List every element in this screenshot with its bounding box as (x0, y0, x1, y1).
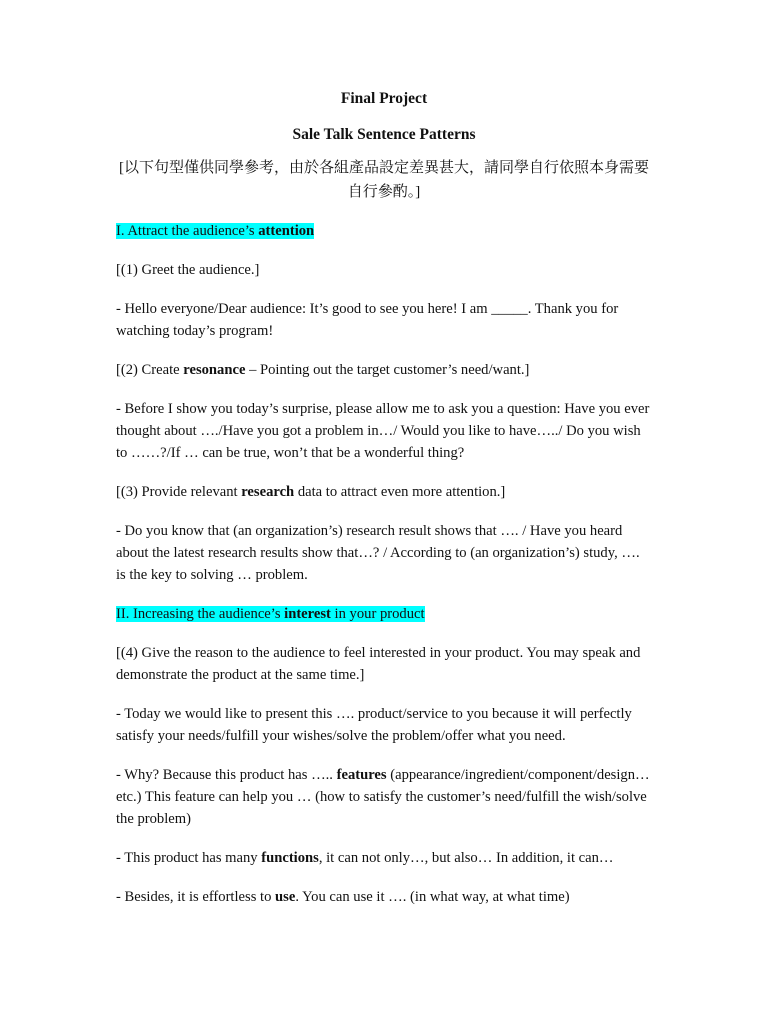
paragraph-research-example: - Do you know that (an organization’s) research result shows that …. / Have you heard about the latest research results show that…? / According to (an organization’s) study, …. is the key to solving … problem. (116, 523, 640, 583)
section-heading-interest (116, 603, 652, 625)
document-page (116, 88, 652, 925)
paragraph-resonance-example: - Before I show you today’s surprise, please allow me to ask you a question: Have you ever thought about …./Have you got a problem in…/ Would you like to have…../ Do you wish to ……?/If … can be true, won’t that be a wonderful thing? (116, 401, 650, 461)
paragraph-present-example: - Today we would like to present this …. product/service to you because it will perfectly satisfy your needs/fulfill your wishes/solve the problem/offer what you need. (116, 706, 632, 744)
document-title: Final Project (340, 90, 428, 107)
document-subtitle: Sale Talk Sentence Patterns (292, 126, 476, 143)
paragraph-greet-example: - Hello everyone/Dear audience: It’s good to see you here! I am _____. Thank you for watching today’s program! (116, 301, 619, 339)
paragraph-features: - Why? Because this product has ….. features (appearance/ingredient/component/design… etc.) This feature can help you … (how to satisfy the customer’s need/fulfill the wish/solve the problem) (116, 767, 650, 827)
instruction-note: [以下句型僅供同學參考，由於各組產品設定差異甚大，請同學自行依照本身需要自行參酌。] (119, 160, 649, 200)
paragraph-greet: [(1) Greet the audience.] (116, 262, 260, 278)
highlight: II. Increasing the audience’s interest in your product (116, 606, 425, 622)
paragraph-use: - Besides, it is effortless to use. You can use it …. (in what way, at what time) (116, 889, 570, 905)
paragraph-resonance: [(2) Create resonance – Pointing out the target customer’s need/want.] (116, 362, 530, 378)
paragraph-research: [(3) Provide relevant research data to attract even more attention.] (116, 484, 506, 500)
highlight: I. Attract the audience’s attention (116, 223, 315, 239)
section-heading-attention (116, 220, 652, 242)
paragraph-functions: - This product has many functions, it can not only…, but also… In addition, it can… (116, 850, 614, 866)
paragraph-reason: [(4) Give the reason to the audience to feel interested in your product. You may speak and demonstrate the product at the same time.] (116, 645, 641, 683)
